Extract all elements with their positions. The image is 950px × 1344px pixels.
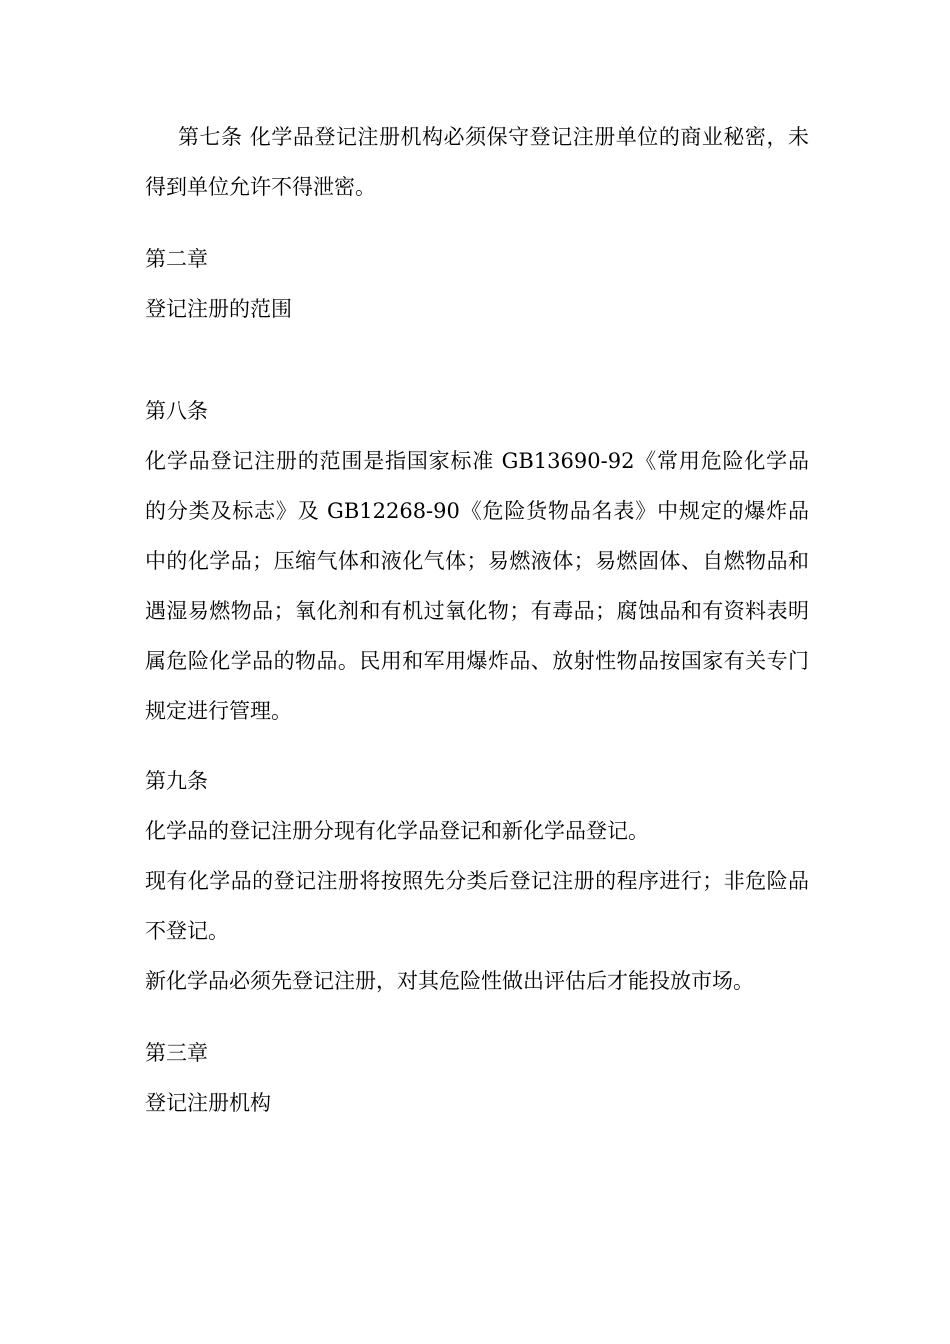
article-8-heading: 第八条	[145, 399, 208, 423]
chapter-3-heading: 第三章	[145, 1041, 208, 1065]
article-7-text: 第七条 化学品登记注册机构必须保守登记注册单位的商业秘密，未得到单位允许不得泄密。	[145, 125, 809, 199]
article-9-heading: 第九条	[145, 769, 208, 793]
article-9-line-1: 化学品的登记注册分现有化学品登记和新化学品登记。	[145, 819, 649, 843]
article-9-line-3: 新化学品必须先登记注册，对其危险性做出评估后才能投放市场。	[145, 969, 754, 993]
chapter-2-title: 登记注册的范围	[145, 297, 292, 321]
chapter-3-title: 登记注册机构	[145, 1091, 271, 1115]
article-9-line-2: 现有化学品的登记注册将按照先分类后登记注册的程序进行；非危险品不登记。	[145, 869, 809, 943]
document-page	[145, 112, 809, 1128]
chapter-2-heading: 第二章	[145, 247, 208, 271]
article-8-body: 化学品登记注册的范围是指国家标准 GB13690-92《常用危险化学品的分类及标志》及 GB12268-90《危险货物品名表》中规定的爆炸品中的化学品；压缩气体和液化气体；易燃液体；易燃固体、自燃物品和遇湿易燃物品；氧化剂和有机过氧化物；有毒品；腐蚀品和有资料表明属危险化学品的物品。民用和军用爆炸品、放射性物品按国家有关专门规定进行管理。	[145, 449, 809, 723]
